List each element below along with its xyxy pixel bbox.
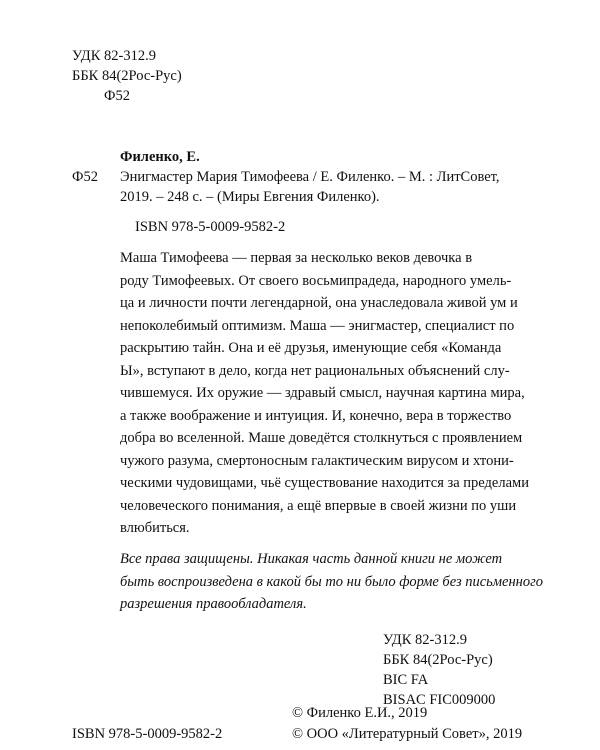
author-mark-top: Ф52 (104, 88, 130, 104)
bisac-code: BISAC FIC009000 (383, 692, 496, 708)
annotation-line: добра во вселенной. Маше доведётся столкнуться с проявлением (120, 430, 523, 446)
bbk-bottom: ББК 84(2Рос-Рус) (383, 652, 493, 668)
udk-bottom: УДК 82-312.9 (383, 632, 467, 648)
bic-code: BIC FA (383, 672, 429, 688)
annotation-line: человеческого понимания, а ещё впервые в своей жизни по уши (120, 497, 517, 514)
annotation-line: ческими чудовищами, чьё существование находится за пределами (120, 475, 529, 491)
isbn-record: ISBN 978-5-0009-9582-2 (135, 219, 286, 235)
annotation-line: чужого разума, смертоносным галактическим вирусом и хтони- (120, 452, 514, 469)
author-mark: Ф52 (72, 169, 98, 185)
annotation-line: роду Тимофеевых. От своего восьмипрадеда, народного умель- (120, 272, 512, 289)
bbk-top: ББК 84(2Рос-Рус) (72, 68, 182, 84)
rights-notice-line: Все права защищены. Никакая часть данной книги не может (120, 551, 503, 567)
annotation-line: влюбиться. (120, 520, 190, 536)
rights-notice-line: быть воспроизведена в какой бы то ни было форме без письменного (120, 573, 544, 590)
copyright-publisher: © ООО «Литературный Совет», 2019 (292, 726, 523, 742)
annotation-line: ца и личности почти легендарной, она унаследовала живой ум и (120, 295, 518, 311)
isbn-footer: ISBN 978-5-0009-9582-2 (72, 726, 223, 742)
author-name: Филенко, Е. (120, 149, 200, 165)
annotation-line: Ы», вступают в дело, когда нет рациональных объяснений слу- (120, 362, 510, 379)
annotation-line: раскрытию тайн. Она и её друзья, именующие себя «Команда (120, 340, 502, 356)
book-description-line: 2019. – 248 с. – (Миры Евгения Филенко). (120, 189, 380, 205)
book-description-line: Энигмастер Мария Тимофеева / Е. Филенко. – М. : ЛитСовет, (120, 169, 500, 185)
rights-notice-line: разрешения правообладателя. (120, 596, 307, 612)
annotation-line: Маша Тимофеева — первая за несколько веков девочка в (120, 250, 473, 266)
copyright-author: © Филенко Е.И., 2019 (292, 705, 428, 721)
annotation-line: а также воображение и интуиция. И, конечно, вера в торжество (120, 407, 512, 424)
udk-top: УДК 82-312.9 (72, 48, 156, 64)
annotation-line: чившемуся. Их оружие — здравый смысл, научная картина мира, (120, 385, 525, 401)
annotation-line: непоколебимый оптимизм. Маша — энигмастер, специалист по (120, 317, 515, 334)
